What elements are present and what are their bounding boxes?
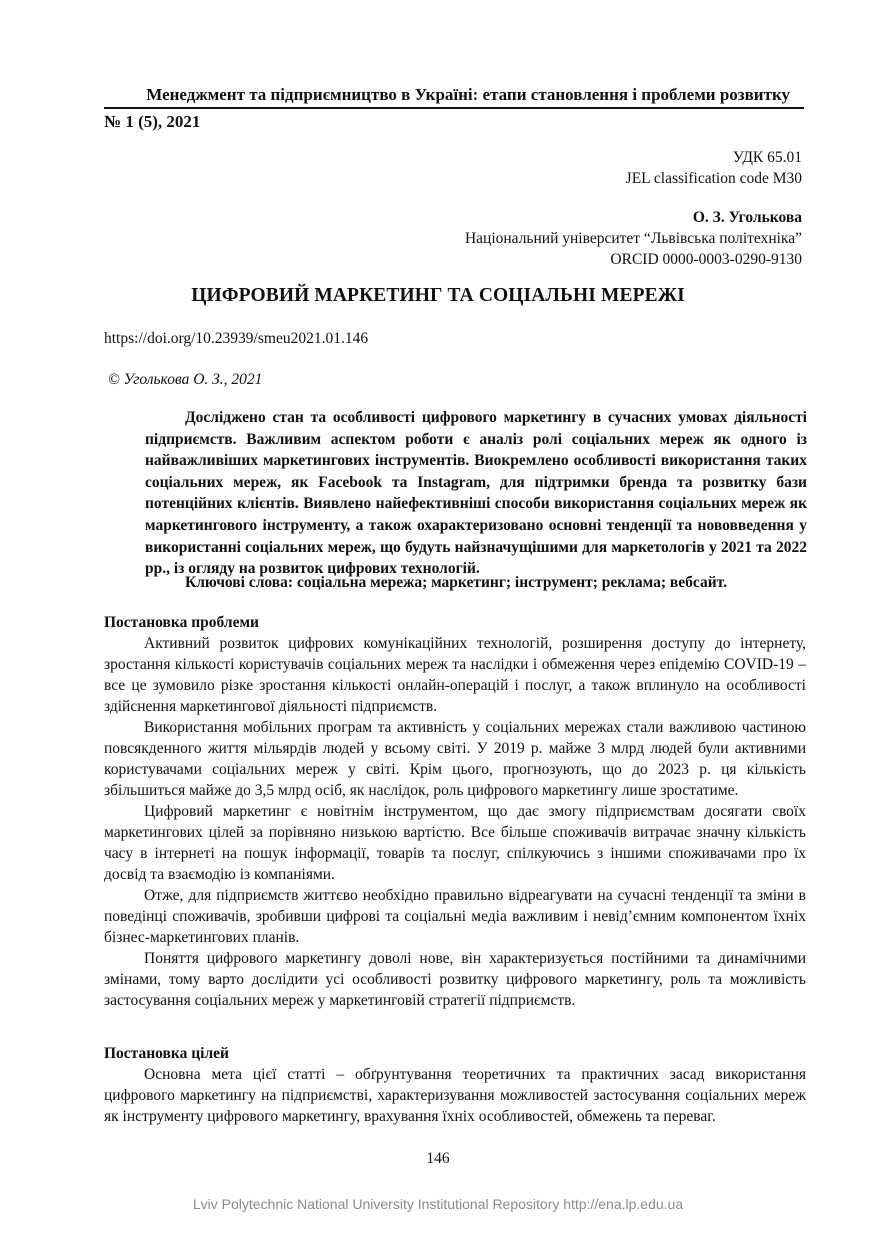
page-number: 146	[426, 1150, 450, 1167]
author-block	[465, 207, 802, 270]
journal-issue: № 1 (5), 2021	[104, 112, 201, 131]
section-problem	[104, 612, 806, 1011]
doi-link[interactable]: https://doi.org/10.23939/smeu2021.01.146	[104, 330, 369, 347]
article-title: ЦИФРОВИЙ МАРКЕТИНГ ТА СОЦІАЛЬНІ МЕРЕЖІ	[191, 285, 685, 306]
paragraph: Цифровий маркетинг є новітнім інструментом, що дає змогу підприємствам досягати своїх маркетингових цілей за порівняно низькою вартістю. Все більше споживачів витрачає значну кількість часу в інтернеті на пошук інформації, товарів та послуг, спілкуючись з іншими споживачами про їх досвід та взаємодію із компаніями.	[104, 803, 806, 883]
jel-code: JEL classification code M30	[625, 170, 802, 187]
author-affiliation: Національний університет “Львівська політехніка”	[464, 230, 802, 247]
classification-block	[626, 147, 802, 189]
paragraph: Використання мобільних програм та активність у соціальних мережах стали важливою частиною повсякденного життя мільярдів людей у всьому світі. У 2019 р. майже 3 млрд людей були активними користувачами соціальних мереж у світі. Крім цього, прогнозують, що до 2023 р. ця кількість збільшиться майже до 3,5 млрд осіб, як наслідок, роль цифрового маркетингу лише зростатиме.	[104, 719, 806, 799]
udk-code: УДК 65.01	[732, 149, 802, 166]
section-goals	[104, 1043, 806, 1127]
abstract: Досліджено стан та особливості цифрового маркетингу в сучасних умовах діяльності підприємств. Важливим аспектом роботи є аналіз ролі соціальних мереж як одного із найважливіших маркетингових інструментів. Виокремлено особливості використання таких соціальних мереж, як Facebook та Instagram, для підтримки бренда та розвитку бази потенційних клієнтів. Виявлено найефективніші способи використання соціальних мереж як маркетингового інструменту, а також охарактеризовано основні тенденції та нововведення у використанні соціальних мереж, що будуть найзначущішими для маркетологів у 2021 та 2022 рр., із огляду на розвиток цифрових технологій.	[145, 409, 807, 578]
author-name: О. З. Уголькова	[692, 209, 802, 226]
section-heading: Постановка цілей	[104, 1045, 229, 1062]
repository-footer[interactable]: Lviv Polytechnic National University Institutional Repository http://ena.lp.edu.ua	[192, 1196, 684, 1212]
paragraph: Активний розвиток цифрових комунікаційних технологій, розширення доступу до інтернету, зростання кількості користувачів соціальних мереж та наслідки і обмеження через епідемію COVID-19 – все це зумовило різке зростання кількості онлайн-операцій і послуг, а також вплинуло на особливості здійснення маркетингової діяльності підприємств.	[104, 635, 806, 715]
copyright-notice: © Уголькова О. З., 2021	[108, 371, 263, 388]
section-heading: Постановка проблеми	[104, 614, 259, 631]
author-orcid: ORCID 0000-0003-0290-9130	[610, 251, 802, 268]
journal-title: Менеджмент та підприємництво в Україні: етапи становлення і проблеми розвитку	[104, 84, 804, 109]
keywords: Ключові слова: соціальна мережа; маркетинг; інструмент; реклама; вебсайт.	[185, 574, 727, 591]
paragraph: Основна мета цієї статті – обґрунтування теоретичних та практичних засад використання цифрового маркетингу на підприємстві, характеризування можливостей застосування соціальних мереж як інструменту цифрового маркетингу, врахування їхніх особливостей, обмежень та переваг.	[104, 1066, 806, 1125]
paragraph: Поняття цифрового маркетингу доволі нове, він характеризується постійними та динамічними змінами, тому варто дослідити усі особливості розвитку цифрового маркетингу, роль та можливість застосування соціальних мереж у маркетинговій стратегії підприємств.	[104, 950, 806, 1009]
journal-header	[104, 84, 804, 133]
paragraph: Отже, для підприємств життєво необхідно правильно відреагувати на сучасні тенденції та зміни в поведінці споживачів, зробивши цифрові та соціальні медіа важливим і невід’ємним компонентом їхніх бізнес-маркетингових планів.	[104, 887, 806, 946]
